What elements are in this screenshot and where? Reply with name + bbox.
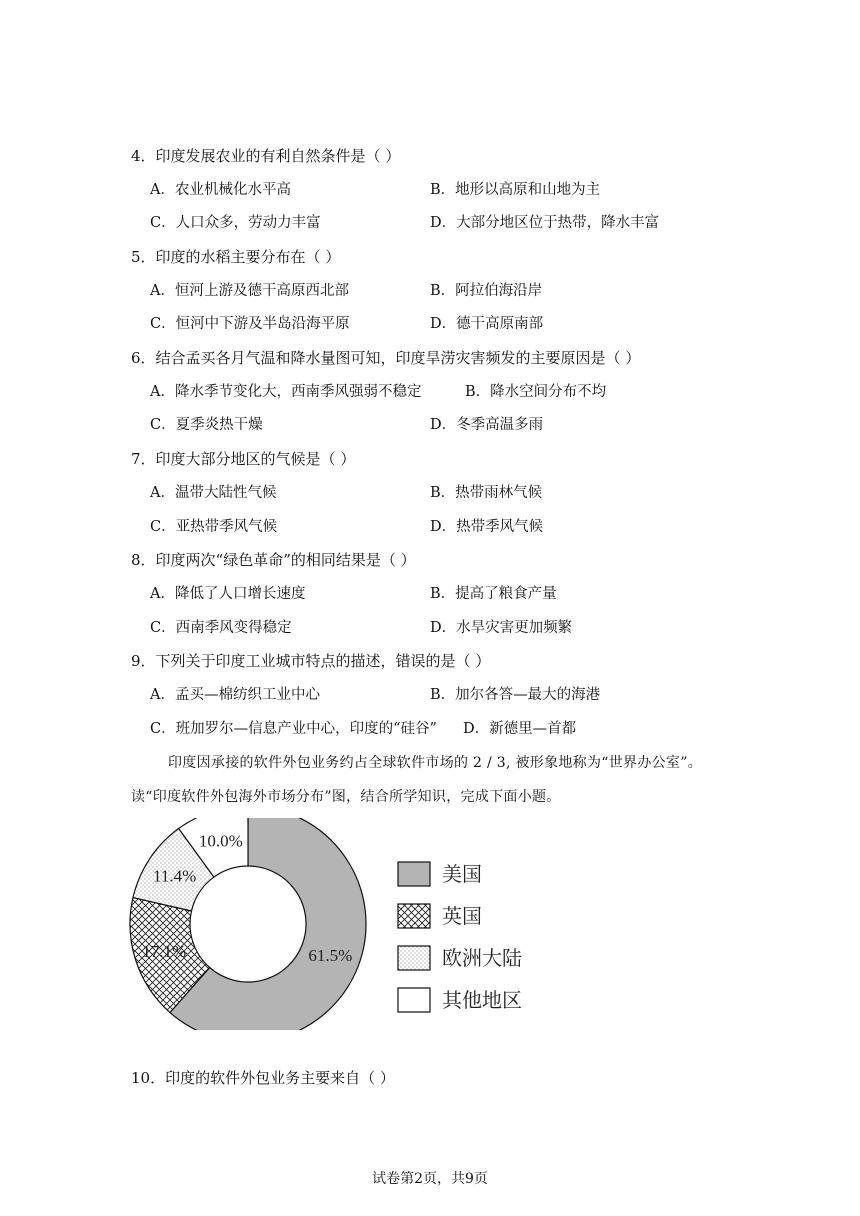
question-7-stem: 7．印度大部分地区的气候是（ ） bbox=[131, 450, 356, 468]
question-9-option-d: D．新德里—首都 bbox=[463, 721, 577, 737]
question-9-stem: 9．下列关于印度工业城市特点的描述，错误的是（ ） bbox=[131, 652, 491, 670]
question-8-option-d: D．水旱灾害更加频繁 bbox=[430, 620, 573, 636]
legend-swatch-3 bbox=[398, 946, 430, 970]
question-4-option-b: B．地形以高原和山地为主 bbox=[430, 182, 601, 198]
question-7-option-a: A．温带大陆性气候 bbox=[150, 485, 277, 501]
donut-label-3: 11.4% bbox=[152, 866, 197, 886]
question-8-option-b: B．提高了粮食产量 bbox=[430, 586, 557, 602]
question-8-stem: 8．印度两次“绿色革命”的相同结果是（ ） bbox=[131, 551, 416, 569]
question-4-option-c: C．人口众多，劳动力丰富 bbox=[150, 215, 321, 231]
donut-label-4: 10.0% bbox=[198, 831, 243, 851]
legend-swatch-4 bbox=[398, 988, 430, 1012]
question-9-option-b: B．加尔各答—最大的海港 bbox=[430, 687, 601, 703]
question-6-stem: 6．结合孟买各月气温和降水量图可知，印度旱涝灾害频发的主要原因是（ ） bbox=[131, 349, 641, 367]
question-5-option-c: C．恒河中下游及半岛沿海平原 bbox=[150, 316, 350, 332]
question-4-option-a: A．农业机械化水平高 bbox=[150, 182, 291, 198]
question-10-stem: 10．印度的软件外包业务主要来自（ ） bbox=[131, 1069, 395, 1087]
donut-label-1: 61.5% bbox=[308, 946, 353, 966]
question-6-option-c: C．夏季炎热干燥 bbox=[150, 417, 263, 433]
question-5-option-b: B．阿拉伯海沿岸 bbox=[430, 283, 543, 299]
question-9-option-a: A．孟买—棉纺织工业中心 bbox=[150, 687, 320, 703]
passage-line-2: 读“印度软件外包海外市场分布”图，结合所学知识，完成下面小题。 bbox=[131, 789, 561, 805]
question-8-option-a: A．降低了人口增长速度 bbox=[150, 586, 306, 602]
question-6-option-d: D．冬季高温多雨 bbox=[430, 417, 544, 433]
question-8-option-c: C．西南季风变得稳定 bbox=[150, 620, 292, 636]
question-7-option-c: C．亚热带季风气候 bbox=[150, 519, 278, 535]
legend-swatch-2 bbox=[398, 904, 430, 928]
legend-label-4: 其他地区 bbox=[442, 988, 522, 1012]
question-7-option-d: D．热带季风气候 bbox=[430, 519, 544, 535]
software-outsourcing-donut-chart bbox=[128, 818, 528, 1030]
question-6-option-b: B．降水空间分布不均 bbox=[465, 384, 607, 400]
question-4-stem: 4．印度发展农业的有利自然条件是（ ） bbox=[131, 147, 401, 165]
legend-label-3: 欧洲大陆 bbox=[442, 946, 522, 970]
passage-line-1: 印度因承接的软件外包业务约占全球软件市场的 2 / 3, 被形象地称为“世界办公室”。 bbox=[168, 755, 702, 771]
donut-label-2: 17.1% bbox=[142, 941, 187, 961]
question-5-stem: 5．印度的水稻主要分布在（ ） bbox=[131, 248, 341, 266]
question-5-option-d: D．德干高原南部 bbox=[430, 316, 544, 332]
legend-label-2: 英国 bbox=[442, 904, 482, 928]
legend-swatch-1 bbox=[398, 862, 430, 886]
legend-label-1: 美国 bbox=[442, 862, 482, 886]
question-5-option-a: A．恒河上游及德干高原西北部 bbox=[150, 283, 349, 299]
question-7-option-b: B．热带雨林气候 bbox=[430, 485, 543, 501]
question-6-option-a: A．降水季节变化大，西南季风强弱不稳定 bbox=[150, 384, 422, 400]
question-4-option-d: D．大部分地区位于热带，降水丰富 bbox=[430, 215, 660, 231]
question-9-option-c: C．班加罗尔—信息产业中心，印度的“硅谷” bbox=[150, 721, 437, 737]
page-footer: 试卷第2页，共9页 bbox=[372, 1171, 488, 1187]
